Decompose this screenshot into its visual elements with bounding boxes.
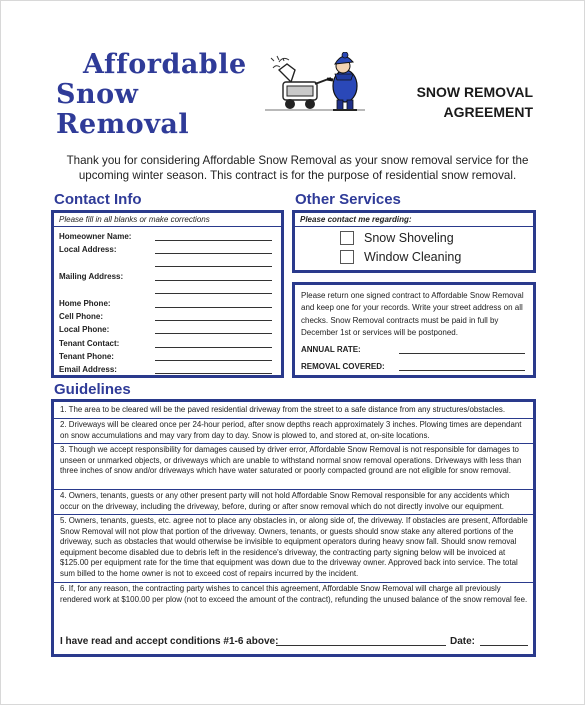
- guidelines-heading: Guidelines: [54, 381, 131, 398]
- other-services-box: [292, 210, 536, 273]
- signature-field[interactable]: [276, 645, 446, 646]
- local-address-label: Local Address:: [59, 245, 117, 254]
- date-field[interactable]: [480, 645, 528, 646]
- guidelines-box: [51, 399, 536, 657]
- cell-phone-label: Cell Phone:: [59, 312, 104, 321]
- tenant-contact-label: Tenant Contact:: [59, 339, 120, 348]
- logo-line-2: Snow Removal: [56, 79, 190, 140]
- email-address-field[interactable]: [155, 373, 272, 374]
- accept-conditions-label: I have read and accept conditions #1-6 above:: [60, 636, 279, 647]
- mailing-address-field-2[interactable]: [155, 293, 272, 294]
- logo-line-1: Affordable: [83, 49, 247, 80]
- guideline-5: 5. Owners, tenants, guests, etc. agree not to place any obstacles in, or along side of, the driveway. If obstacles are present, Affordable Snow Removal will not plow that portion of the driveway. Owners, tenants, or guests should snow stake any altered portions of the driveway, such as obstacles that would otherwise be invisible to equipment operators during heavy snow fall. Should snow removal equipment become disabled due to debris left in the residence's driveway, the contracting party signing below will be invoiced at $125.00 per equipment rate for the time that equipment was down due to the driveway owner. Approved back into service. The total sum billed to the home owner is not to exceed cost of repairs incurred by the incident.: [60, 516, 528, 578]
- home-phone-label: Home Phone:: [59, 299, 111, 308]
- snowblower-mascot-icon: [265, 52, 365, 114]
- guideline-1: 1. The area to be cleared will be the paved residential driveway from the street to a safe distance from any structures/obstacles.: [60, 405, 506, 414]
- document-title-line-1: SNOW REMOVAL: [416, 84, 533, 100]
- homeowner-name-label: Homeowner Name:: [59, 232, 132, 241]
- snow-shoveling-checkbox[interactable]: [340, 231, 354, 245]
- mailing-address-field[interactable]: [155, 280, 272, 281]
- tenant-contact-field[interactable]: [155, 347, 272, 348]
- snow-shoveling-option[interactable]: [340, 231, 454, 245]
- guideline-divider: [54, 514, 533, 515]
- return-instructions-text: Please return one signed contract to Affordable Snow Removal and keep one for your records. Write your street address on all checks. Snow Removal contracts must be paid in full by December 1st or services will be postponed.: [301, 291, 524, 337]
- cell-phone-field[interactable]: [155, 320, 272, 321]
- window-cleaning-option[interactable]: [340, 250, 461, 264]
- guideline-divider: [54, 582, 533, 583]
- guideline-3: 3. Though we accept responsibility for damages caused by driver error, Affordable Snow Removal is not responsible for damages to unseen or unmarked objects, or driveways which are unable to withstand normal snow removal operations. Driveways with less than three inches of snow and/or driveways which have water saturated or poorly compacted ground are not eligible for snow removal.: [60, 445, 522, 476]
- contact-hint: Please fill in all blanks or make corrections: [59, 215, 210, 224]
- local-phone-field[interactable]: [155, 333, 272, 334]
- local-address-field[interactable]: [155, 253, 272, 254]
- services-hint: Please contact me regarding:: [300, 215, 412, 224]
- home-phone-field[interactable]: [155, 307, 272, 308]
- guideline-4: 4. Owners, tenants, guests or any other present party will not hold Affordable Snow Removal responsible for any accidents which occur on the driveway, including the driveway, before, during or after snow removal which do not directly involve our equipment.: [60, 491, 510, 511]
- homeowner-name-field[interactable]: [155, 240, 272, 241]
- contact-info-heading: Contact Info: [54, 191, 142, 208]
- document-title-line-2: AGREEMENT: [443, 104, 533, 120]
- local-address-field-2[interactable]: [155, 266, 272, 267]
- window-cleaning-checkbox[interactable]: [340, 250, 354, 264]
- guideline-divider: [54, 489, 533, 490]
- guideline-divider: [54, 443, 533, 444]
- contact-hint-divider: [54, 226, 281, 227]
- services-hint-divider: [295, 226, 533, 227]
- return-instructions-box: [292, 282, 536, 378]
- guideline-2: 2. Driveways will be cleared once per 24-hour period, after snow depths reach approximately 3 inches. Plowing times are dependant on snow accumulations and may vary from day to day. Snow is plowed to, and stored at, on-site locations.: [60, 420, 522, 440]
- guideline-6: 6. If, for any reason, the contracting party wishes to cancel this agreement, Affordable Snow Removal will charge all previously rendered work at $100.00 per plow (not to exceed the amount of the contract), refunding the unused balance of the snow removal fee.: [60, 584, 528, 604]
- date-label: Date:: [450, 636, 476, 647]
- guideline-divider: [54, 418, 533, 419]
- tenant-phone-label: Tenant Phone:: [59, 352, 114, 361]
- email-address-label: Email Address:: [59, 365, 117, 374]
- window-cleaning-label: Window Cleaning: [364, 250, 462, 264]
- annual-rate-label: ANNUAL RATE:: [301, 345, 361, 354]
- tenant-phone-field[interactable]: [155, 360, 272, 361]
- other-services-heading: Other Services: [295, 191, 401, 208]
- company-logo: [56, 49, 271, 140]
- removal-covered-field[interactable]: [399, 370, 525, 371]
- annual-rate-field[interactable]: [399, 353, 525, 354]
- contact-info-box: [51, 210, 284, 378]
- local-phone-label: Local Phone:: [59, 325, 110, 334]
- mailing-address-label: Mailing Address:: [59, 272, 124, 281]
- removal-covered-label: REMOVAL COVERED:: [301, 362, 385, 371]
- intro-paragraph: Thank you for considering Affordable Snow Removal as your snow removal service for the upcoming winter season. This contract is for the purpose of residential snow removal.: [66, 154, 529, 182]
- document-title: [417, 82, 533, 122]
- snow-shoveling-label: Snow Shoveling: [364, 231, 454, 245]
